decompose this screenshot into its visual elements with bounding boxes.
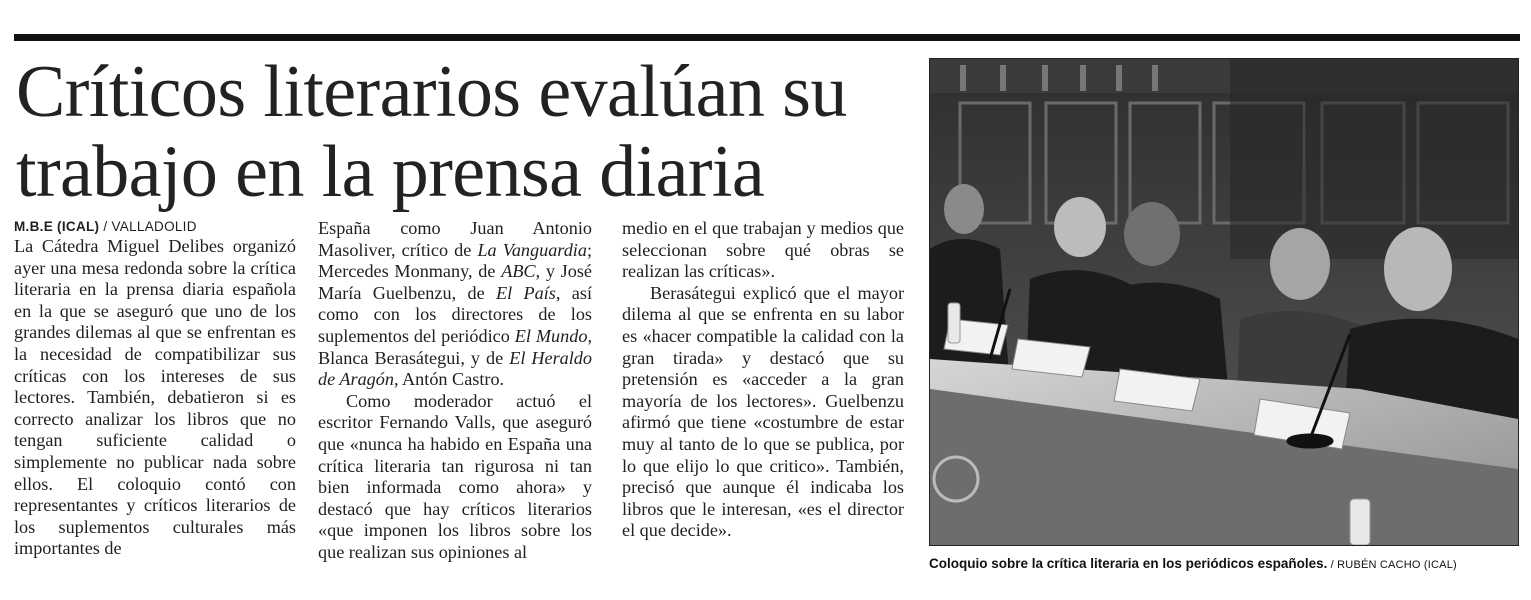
newspaper-name: La Vanguardia <box>477 239 587 260</box>
photo-caption <box>929 556 1521 571</box>
text-run: , Blanca Berasátegui, y de <box>318 325 592 368</box>
caption-text: Coloquio sobre la crítica literaria en los periódicos españoles. <box>929 556 1328 571</box>
article-column-3 <box>622 218 904 542</box>
byline-separator: / <box>99 219 112 234</box>
text-run: , así como con los directores de los suplementos del periódico <box>318 282 593 346</box>
column-2-paragraph-2: Como moderador actuó el escritor Fernando Valls, que aseguró que «nunca ha habido en España una crítica literaria tan rigurosa ni tan bien informada como ahora» y destacó que hay críticos literarios «que imponen los libros sobre los que realizan sus opiniones al <box>318 390 592 562</box>
article-photo <box>929 58 1519 546</box>
column-2-paragraph-1 <box>318 218 592 391</box>
photo-credit: RUBÉN CACHO (ICAL) <box>1337 559 1457 571</box>
article-column-1 <box>14 218 296 560</box>
newspaper-name: El País <box>496 282 556 303</box>
text-run: , y José María Guelbenzu, de <box>318 261 592 303</box>
top-rule <box>14 34 1520 41</box>
column-3-paragraph-2: Berasátegui explicó que el mayor dilema al que se enfrenta en su labor es «hacer compatible la calidad con la gran tirada» y destacó que su pretensión es «acceder a la gran mayoría de los lectores». Guelbenzu afirmó que tiene «costumbre de estar muy al tanto de lo que se publica, por lo que elijo lo que critico». También, precisó que aunque él indicaba los libros que le interesan, «es el director el que decide». <box>622 282 904 541</box>
text-run: , Antón Castro. <box>393 369 505 390</box>
text-run: ; Mercedes Monmany, de <box>318 239 592 282</box>
byline <box>14 218 296 236</box>
column-3-paragraph-1: medio en el que trabajan y medios que seleccionan sobre qué obras se realizan las críticas». <box>622 218 904 282</box>
headline-line-2: trabajo en la prensa diaria <box>16 131 765 213</box>
headline-line-1: Críticos literarios evalúan su <box>16 51 847 133</box>
text-run: España como Juan Antonio Masoliver, crítico de <box>318 218 592 260</box>
byline-place: VALLADOLID <box>111 219 197 234</box>
panel-discussion-photo <box>930 59 1518 545</box>
column-1-paragraph: La Cátedra Miguel Delibes organizó ayer una mesa redonda sobre la crítica literaria en la prensa diaria española en la que se aseguró que uno de los grandes dilemas al que se enfrentan es la necesidad de compatibilizar sus críticas con los intereses de sus lectores. También, debatieron si es correcto analizar los libros que no tengan suficiente calidad o simplemente no publicar nada sobre ellos. El coloquio contó con representantes y críticos literarios de los suplementos culturales más importantes de <box>14 236 296 559</box>
headline <box>16 52 896 212</box>
photo-credit-separator: / <box>1327 559 1338 571</box>
newspaper-name: ABC <box>501 261 536 282</box>
article-column-2 <box>318 218 592 564</box>
newspaper-name: El Heraldo de Aragón <box>318 347 592 390</box>
newspaper-name: El Mundo <box>514 325 588 346</box>
byline-agency: M.B.E (ICAL) <box>14 219 100 234</box>
